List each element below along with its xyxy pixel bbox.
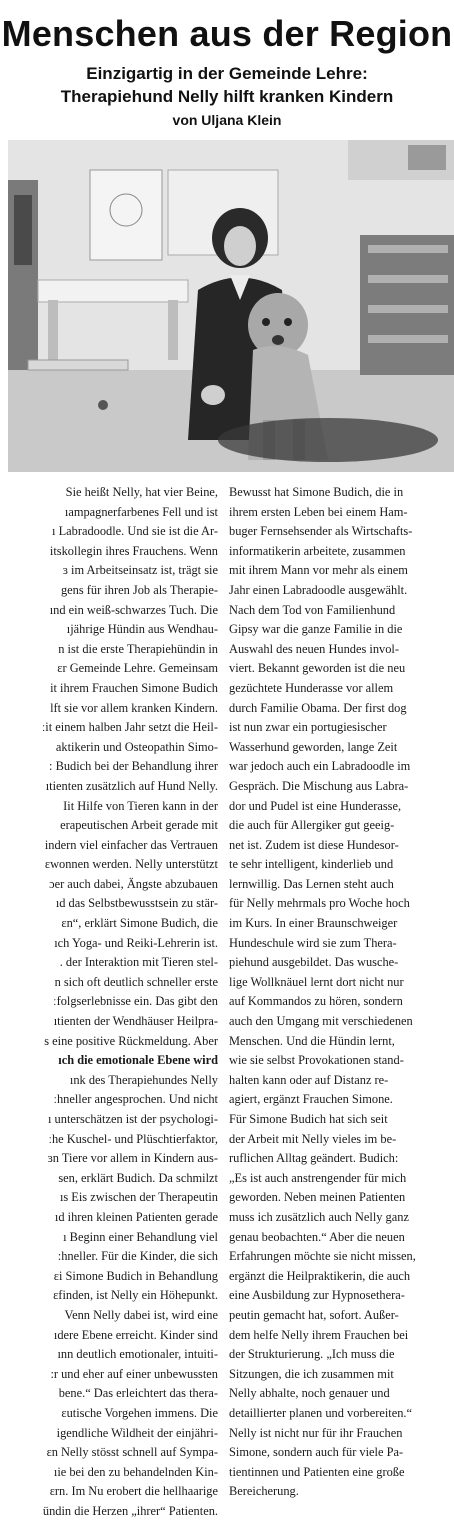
text-line: erapeutischen Arbeit gerade mit [60, 818, 218, 833]
text-line: muss ich zusätzlich auch Nelly ganz [229, 1209, 409, 1224]
text-line: Bereicherung. [229, 1484, 299, 1499]
text-line: detaillierter planen und vorbereiten.“ [229, 1405, 413, 1420]
text-line: Simone, sondern auch für viele Pa- [229, 1445, 404, 1460]
text-line: ɛfinden, ist Nelly ein Höhepunkt. [53, 1288, 218, 1303]
text-line: Nelly ist nicht nur für ihr Frauchen [229, 1425, 403, 1440]
text-line: ı Beginn einer Behandlung viel [63, 1229, 218, 1244]
text-line: wie sie selbst Provokationen stand- [229, 1053, 404, 1068]
text-line: ɜn Tiere vor allem in Kindern aus- [47, 1151, 218, 1166]
text-line: durch Familie Obama. Der first dog [229, 700, 407, 715]
photo-illustration [8, 140, 454, 472]
text-line: ɛi Simone Budich in Behandlung [53, 1268, 218, 1283]
photo-poster [90, 170, 162, 260]
text-line: ınn deutlich emotionaler, intuiti- [57, 1347, 218, 1362]
text-line: ihrem ersten Leben bei einem Ham- [229, 504, 408, 519]
subtitle-line-2: Therapiehund Nelly hilft kranken Kindern [60, 87, 394, 106]
text-line: viert. Bekannt geworden ist die neu [229, 661, 406, 676]
photo-treatment-table [38, 280, 188, 302]
text-line: :r und eher auf einer unbewussten [50, 1366, 218, 1381]
text-line: dor und Pudel ist eine Hunderasse, [229, 798, 402, 813]
text-line: ıch die emotionale Ebene wird [58, 1053, 218, 1068]
headline: Menschen aus der Region [1, 13, 453, 54]
article-column-right [229, 483, 446, 1502]
text-line: Menschen. Und die Hündin lernt, [229, 1033, 395, 1048]
text-line: Gespräch. Die Mischung aus Labra- [229, 778, 409, 793]
text-line: Hundeschule wird sie zum Thera- [229, 935, 397, 950]
text-line: ınd ein weiß-schwarzes Tuch. Die [49, 602, 218, 617]
text-line: ıch Yoga- und Reiki-Lehrerin ist. [54, 935, 218, 950]
text-line: für Nelly mehrmals pro Woche hoch [229, 896, 410, 911]
text-line: aktikerin und Osteopathin Simo- [55, 739, 218, 754]
article-photo [8, 140, 454, 472]
text-line: auf Kommandos zu hören, sondern [229, 994, 403, 1009]
text-line: Wasserhund geworden, lange Zeit [229, 739, 398, 754]
text-line: :hneller. Für die Kinder, die sich [57, 1249, 218, 1264]
text-line: it ihrem Frauchen Simone Budich [50, 680, 218, 695]
text-line: ıs Eis zwischen der Therapeutin [59, 1190, 218, 1205]
text-line: ɛwonnen werden. Nelly unterstützt [44, 857, 218, 872]
text-line: ıjährige Hündin aus Wendhau- [66, 622, 218, 637]
text-line: sen, erklärt Budich. Da schmilzt [58, 1170, 218, 1185]
text-line: ıd das Selbstbewusstsein zu stär- [55, 896, 218, 911]
text-line: piehund ausgebildet. Das wusche- [229, 955, 399, 970]
text-line: Sie heißt Nelly, hat vier Beine, [65, 485, 218, 499]
text-line: im Kurs. In einer Braunschweiger [229, 916, 398, 931]
text-line: ınk des Therapiehundes Nelly [69, 1072, 218, 1087]
byline: von Uljana Klein [172, 112, 282, 128]
text-line: ı unterschätzen ist der psychologi- [48, 1112, 218, 1126]
text-line: agiert, ergänzt Frauchen Simone. [229, 1092, 393, 1107]
text-line: lige Wollknäuel lernt dort nicht nur [229, 974, 404, 989]
text-line: tientinnen und Patienten eine große [229, 1464, 405, 1479]
text-line: Nelly abhalte, noch genauer und [229, 1386, 390, 1401]
text-line: ıie bei den zu behandelnden Kin- [53, 1464, 218, 1479]
text-line: ündin die Herzen „ihrer“ Patienten. [42, 1503, 218, 1518]
text-line: n ist die erste Therapiehündin in [58, 641, 218, 656]
text-line: ergänzt die Heilpraktikerin, die auch [229, 1268, 411, 1283]
text-line: dem helfe Nelly ihrem Frauchen bei [229, 1327, 409, 1342]
text-line: Jahr einen Labradoodle ausgewählt. [229, 582, 408, 597]
text-line: eine Ausbildung zur Hypnosethera- [229, 1288, 405, 1303]
text-line: ɛn Nelly stösst schnell auf Sympa- [46, 1445, 218, 1460]
text-line: buger Fernsehsender als Wirtschafts- [229, 524, 413, 539]
text-line: bene.“ Das erleichtert das thera- [58, 1386, 218, 1401]
text-line: ı Labradoodle. Und sie ist die Ar- [52, 524, 218, 539]
text-line: ist nun zwar ein portugiesischer [229, 720, 387, 735]
text-line: informatikerin arbeitete, zusammen [229, 543, 406, 558]
text-line: net ist. Zudem ist diese Hundesor- [229, 837, 399, 852]
text-line: ɛn“, erklärt Simone Budich, die [61, 916, 218, 931]
text-line: Bewusst hat Simone Budich, die in [229, 485, 404, 499]
text-line: ːhneller angesprochen. Und nicht [53, 1092, 218, 1107]
text-line: ɜ im Arbeitseinsatz ist, trägt sie [62, 563, 218, 578]
text-line: ıampagnerfarbenes Fell und ist [64, 504, 218, 519]
text-line: mit ihrem Mann vor mehr als einem [229, 563, 408, 578]
text-line: te sehr intelligent, kinderlieb und [229, 857, 394, 872]
text-line: gezüchtete Hunderasse vor allem [229, 680, 394, 695]
text-line: der Strukturierung. „Ich muss die [229, 1347, 395, 1362]
text-line: Erfahrungen möchte sie nicht missen, [229, 1249, 416, 1264]
text-line: ɛutische Vorgehen immens. Die [61, 1405, 218, 1420]
article-column-left [10, 483, 218, 1521]
text-line: igendliche Wildheit der einjähri- [56, 1425, 218, 1440]
text-line: ıdere Ebene erreicht. Kinder sind [53, 1327, 218, 1342]
text-line: Auswahl des neuen Hundes invol- [229, 641, 399, 656]
text-line: ːhe Kuschel- und Plüschtierfaktor, [48, 1131, 218, 1146]
text-line: halten kann oder auf Distanz re- [229, 1072, 389, 1087]
text-line: ıd ihren kleinen Patienten gerade [54, 1209, 218, 1224]
text-line: n sich oft deutlich schneller erste [54, 974, 218, 989]
text-line: der Arbeit mit Nelly vieles im be- [229, 1131, 397, 1146]
text-line: itskollegin ihres Frauchens. Wenn [49, 543, 218, 558]
text-line: Iit Hilfe von Tieren kann in der [63, 798, 218, 813]
text-line: s eine positive Rückmeldung. Aber [44, 1033, 218, 1048]
text-line: die auch für Allergiker gut geeig- [229, 818, 395, 833]
text-line: lft sie vor allem kranken Kindern. [50, 700, 218, 715]
text-line: Nach dem Tod von Familienhund [229, 602, 396, 617]
text-line: lernwillig. Das Lernen steht auch [229, 876, 394, 891]
text-line: „Es ist auch anstrengender für mich [229, 1170, 407, 1185]
text-line: . der Interaktion mit Tieren stel- [59, 955, 218, 970]
text-line: ːfolgserlebnisse ein. Das gibt den [53, 994, 218, 1009]
text-line: ːit einem halben Jahr setzt die Heil- [41, 720, 218, 735]
text-line: Gipsy war die ganze Familie in die [229, 622, 403, 637]
text-line: ruflichen Alltag geändert. Budich: [229, 1151, 399, 1166]
text-line: ɔer auch dabei, Ängste abzubauen [49, 876, 218, 891]
text-line: ıtienten zusätzlich auf Hund Nelly. [45, 778, 218, 793]
text-line: genau beobachten.“ Aber die neuen [229, 1229, 405, 1244]
text-line: ɛrn. Im Nu erobert die hellhaarige [49, 1484, 218, 1499]
text-line: Venn Nelly dabei ist, wird eine [64, 1307, 218, 1322]
text-line: : Budich bei der Behandlung ihrer [49, 759, 218, 774]
text-line: Für Simone Budich hat sich seit [229, 1112, 388, 1126]
text-line: indern viel einfacher das Vertrauen [44, 837, 218, 852]
text-line: gens für ihren Job als Therapie- [60, 582, 218, 597]
text-line: auch den Umgang mit verschiedenen [229, 1014, 413, 1029]
text-line: Sitzungen, die ich zusammen mit [229, 1366, 394, 1381]
text-line: ɛr Gemeinde Lehre. Gemeinsam [57, 661, 218, 676]
text-line: geworden. Neben meinen Patienten [229, 1190, 406, 1205]
subtitle-line-1: Einzigartig in der Gemeinde Lehre: [86, 64, 368, 83]
text-line: war jedoch auch ein Labradoodle im [229, 759, 411, 774]
text-line: peutin gemacht hat, sofort. Außer- [229, 1307, 399, 1322]
text-line: ıtienten der Wendhäuser Heilpra- [53, 1014, 218, 1029]
photo-woman-face [224, 226, 256, 266]
